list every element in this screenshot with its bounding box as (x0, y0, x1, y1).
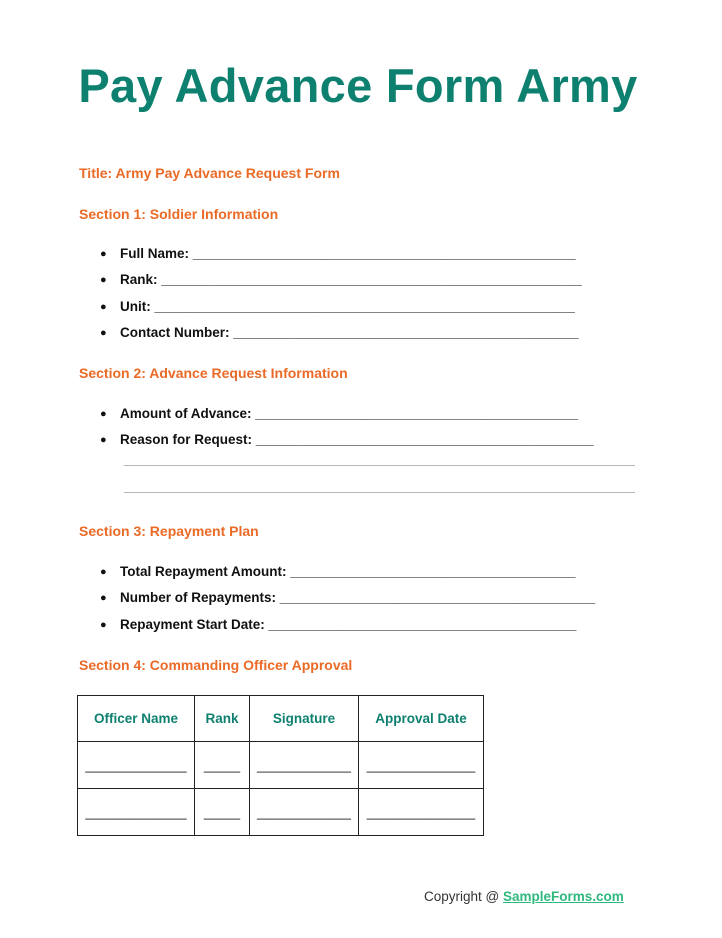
reason-continuation-line-2[interactable] (124, 492, 635, 493)
form-title: Title: Army Pay Advance Request Form (79, 165, 340, 181)
bullet-icon: ● (100, 408, 107, 420)
cell-rank[interactable]: _____ (195, 789, 250, 836)
section-4-heading: Section 4: Commanding Officer Approval (79, 657, 353, 673)
section-3-heading: Section 3: Repayment Plan (79, 523, 259, 539)
table-row (78, 742, 484, 789)
bullet-icon: ● (100, 566, 107, 578)
header-rank: Rank (195, 696, 250, 742)
cell-approval-date[interactable]: _______________ (359, 742, 484, 789)
bullet-icon: ● (100, 592, 107, 605)
bullet-icon: ● (100, 274, 107, 287)
cell-signature[interactable]: _____________ (250, 789, 359, 836)
approval-table (77, 695, 484, 836)
document-title: Pay Advance Form Army (78, 59, 638, 112)
section-1-heading: Section 1: Soldier Information (79, 206, 279, 222)
copyright-text: Copyright @ (424, 889, 503, 904)
header-signature: Signature (250, 696, 359, 742)
cell-officer-name[interactable]: ______________ (78, 742, 195, 789)
header-officer-name: Officer Name (78, 696, 195, 742)
section-2-heading: Section 2: Advance Request Information (79, 365, 348, 381)
cell-signature[interactable]: _____________ (250, 742, 359, 789)
bullet-icon: ● (100, 618, 107, 631)
cell-officer-name[interactable]: ______________ (78, 789, 195, 836)
reason-continuation-line-1[interactable] (124, 465, 635, 466)
brand-link[interactable]: SampleForms.com (502, 889, 624, 904)
bullet-icon: ● (100, 248, 107, 260)
bullet-icon: ● (100, 326, 107, 339)
table-row (78, 789, 484, 836)
header-approval-date: Approval Date (359, 696, 484, 742)
bullet-icon: ● (100, 300, 107, 313)
cell-approval-date[interactable]: _______________ (359, 789, 484, 836)
cell-rank[interactable]: _____ (195, 742, 250, 789)
table-header-row (78, 696, 484, 742)
copyright-footer (424, 889, 624, 904)
bullet-icon: ● (100, 434, 107, 447)
